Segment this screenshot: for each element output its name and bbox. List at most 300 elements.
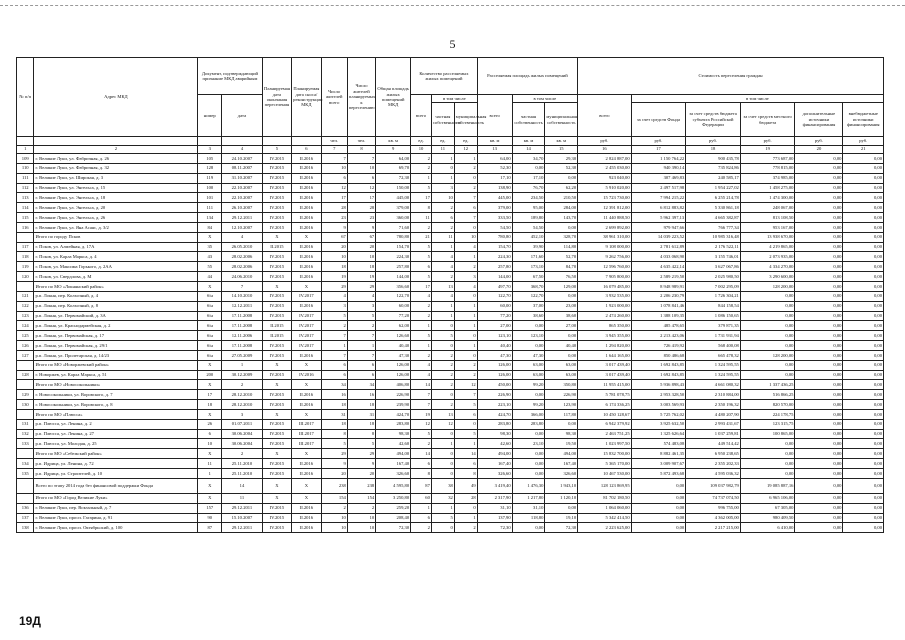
- table-cell: 0,00: [795, 311, 843, 321]
- table-cell: 4 334 270,00: [740, 262, 795, 272]
- table-cell: 4: [321, 291, 347, 301]
- table-cell: 379,00: [376, 203, 411, 213]
- table-row: [17, 449, 884, 459]
- table-cell: 0,00: [795, 262, 843, 272]
- table-cell: 0,00: [843, 301, 884, 311]
- table-cell: 16 079 485,00: [578, 281, 632, 291]
- table-cell: 17: [347, 193, 375, 203]
- table-cell: 0,00: [795, 281, 843, 291]
- table-cell: 326,60: [477, 469, 512, 479]
- table-cell: X: [198, 360, 222, 370]
- table-cell: 12.12.2011: [222, 301, 262, 311]
- table-cell: 2 206 230,79: [631, 291, 686, 301]
- table-cell: 0,00: [740, 449, 795, 459]
- table-cell: 0,00: [843, 311, 884, 321]
- header-cost-region: за счет средств бюджета субъекта Российской Федерации: [686, 103, 741, 137]
- table-cell: 119: [17, 262, 34, 272]
- table-cell: кв. м: [477, 137, 512, 146]
- table-cell: 22.10.2007: [222, 193, 262, 203]
- table-cell: 1: [222, 360, 262, 370]
- table-cell: 1: [431, 439, 454, 449]
- table-cell: 128 200,00: [740, 281, 795, 291]
- table-cell: Итого по МО «Новоржевский район»: [34, 360, 198, 370]
- table-cell: II.2016: [292, 400, 321, 410]
- table-cell: II.2016: [292, 173, 321, 183]
- table-cell: X: [262, 232, 291, 242]
- table-cell: 118: [17, 252, 34, 262]
- table-cell: 7: [222, 281, 262, 291]
- table-cell: 130: [17, 400, 34, 410]
- table-row: [17, 163, 884, 173]
- table-cell: 0,00: [843, 232, 884, 242]
- table-cell: 17: [411, 193, 432, 203]
- table-cell: 497,70: [477, 281, 512, 291]
- table-cell: 11: [198, 459, 222, 469]
- table-cell: 24.06.2010: [222, 272, 262, 282]
- table-cell: 326,60: [545, 469, 578, 479]
- table-cell: 10 450 128,67: [578, 409, 632, 419]
- table-cell: 5 365 170,00: [578, 459, 632, 469]
- table-row: [17, 390, 884, 400]
- table-cell: 485 478,65: [631, 321, 686, 331]
- table-cell: [17, 232, 34, 242]
- table-cell: 0,00: [843, 173, 884, 183]
- table-cell: 7: [321, 331, 347, 341]
- table-cell: 14: [454, 449, 477, 459]
- table-cell: 20: [321, 242, 347, 252]
- table-cell: 3: [198, 145, 222, 154]
- table-cell: 154: [347, 493, 375, 503]
- table-cell: 114: [17, 203, 34, 213]
- table-cell: 248 067,00: [740, 203, 795, 213]
- table-row: [17, 213, 884, 223]
- table-cell: 54,50: [512, 222, 545, 232]
- table-cell: 2 953 328,50: [631, 390, 686, 400]
- table-cell: 98,30: [477, 429, 512, 439]
- table-cell: 7: [347, 331, 375, 341]
- table-cell: X: [292, 449, 321, 459]
- table-cell: 0,00: [795, 272, 843, 282]
- table-cell: р.п. Идрица, ул. Строителей, д. 10: [34, 469, 198, 479]
- table-cell: 62,00: [376, 321, 411, 331]
- table-cell: 1 217,80: [512, 493, 545, 503]
- table-cell: 2 824 887,00: [578, 154, 632, 164]
- table-cell: 0,00: [512, 321, 545, 331]
- table-cell: 54,50: [477, 222, 512, 232]
- table-cell: 5: [411, 252, 432, 262]
- table-cell: 2 993 431,67: [686, 419, 741, 429]
- table-cell: 5 936 898,43: [631, 380, 686, 390]
- table-cell: 2: [411, 311, 432, 321]
- table-row: [17, 173, 884, 183]
- table-cell: 123: [17, 311, 34, 321]
- header-area-municipal: муниципальная собственность: [545, 103, 578, 137]
- table-body: [17, 137, 884, 533]
- table-cell: 99,20: [512, 400, 545, 410]
- table-cell: 726 419,92: [631, 341, 686, 351]
- table-cell: IV.2015: [262, 350, 291, 360]
- table-cell: IV.2017: [292, 291, 321, 301]
- table-cell: 11: [431, 232, 454, 242]
- table-cell: 5: [411, 242, 432, 252]
- table-cell: 6 942 379,92: [578, 419, 632, 429]
- table-cell: 1: [431, 173, 454, 183]
- table-cell: 2: [347, 503, 375, 513]
- table-cell: 0,00: [631, 493, 686, 503]
- table-cell: X: [262, 449, 291, 459]
- table-cell: X: [292, 409, 321, 419]
- table-cell: 1 726 304,21: [686, 291, 741, 301]
- table-cell: 6 174 336,25: [578, 400, 632, 410]
- table-cell: 0,00: [843, 370, 884, 380]
- table-cell: кв. м: [545, 137, 578, 146]
- table-cell: 5 962 397,13: [631, 213, 686, 223]
- table-cell: 0,00: [843, 272, 884, 282]
- table-cell: 0,00: [843, 429, 884, 439]
- table-cell: 0,00: [843, 193, 884, 203]
- table-row: [17, 232, 884, 242]
- table-cell: 3 003 569,93: [631, 400, 686, 410]
- table-cell: 844 158,54: [686, 301, 741, 311]
- table-cell: 6: [411, 459, 432, 469]
- table-cell: 01.07.2011: [222, 419, 262, 429]
- table-cell: р.п. Локня, ул. Первомайская, д. 29/1: [34, 341, 198, 351]
- header-cost-unfinanced: внебюджетные источники финансирования: [843, 103, 884, 137]
- resettlement-table: [16, 57, 884, 533]
- table-cell: 0,00: [545, 419, 578, 429]
- table-cell: 0,00: [843, 439, 884, 449]
- table-cell: 12: [431, 419, 454, 429]
- table-cell: 8: [454, 469, 477, 479]
- table-row: [17, 400, 884, 410]
- table-cell: 81 702 180,50: [578, 493, 632, 503]
- table-cell: II.2015: [262, 321, 291, 331]
- table-cell: 8: [321, 429, 347, 439]
- table-cell: IV.2015: [262, 252, 291, 262]
- table-cell: 12 596 760,00: [578, 262, 632, 272]
- table-cell: Итого по МО «Локнянский район»: [34, 281, 198, 291]
- table-cell: 115: [17, 213, 34, 223]
- table-cell: 21: [411, 232, 432, 242]
- table-cell: 20: [347, 242, 375, 252]
- table-cell: 0,00: [795, 350, 843, 360]
- table-cell: 144,00: [376, 272, 411, 282]
- table-cell: 19: [321, 272, 347, 282]
- table-cell: 223,10: [477, 400, 512, 410]
- table-cell: 154: [321, 493, 347, 503]
- table-cell: 18: [347, 419, 375, 429]
- table-cell: 8: [347, 429, 375, 439]
- table-cell: III.2017: [292, 439, 321, 449]
- table-cell: 31: [321, 409, 347, 419]
- table-cell: 122,70: [512, 291, 545, 301]
- table-cell: 210,50: [545, 193, 578, 203]
- table-cell: 34: [347, 380, 375, 390]
- table-cell: 19: [740, 145, 795, 154]
- table-cell: 0,00: [843, 331, 884, 341]
- table-cell: 374 985,00: [740, 173, 795, 183]
- table-cell: 6: [411, 262, 432, 272]
- table-cell: 0,00: [843, 213, 884, 223]
- table-cell: IV.2015: [262, 262, 291, 272]
- table-cell: 5: [431, 331, 454, 341]
- table-cell: 67: [321, 232, 347, 242]
- table-cell: 10: [347, 163, 375, 173]
- table-cell: 20: [321, 469, 347, 479]
- table-cell: III.2017: [292, 419, 321, 429]
- table-cell: р.п. Локня, ул. Пролетарская, д. 14/23: [34, 350, 198, 360]
- table-cell: X: [292, 478, 321, 493]
- table-row: [17, 360, 884, 370]
- table-cell: 126: [17, 341, 34, 351]
- table-cell: 129: [17, 390, 34, 400]
- table-cell: 87: [198, 523, 222, 533]
- table-cell: 10 985 316,48: [686, 232, 741, 242]
- units-row: [17, 137, 884, 146]
- table-cell: 2 213 423,06: [631, 331, 686, 341]
- table-cell: 52,70: [545, 252, 578, 262]
- table-cell: 0,00: [843, 449, 884, 459]
- table-cell: 2 025 980,50: [686, 272, 741, 282]
- table-cell: 0,00: [631, 513, 686, 523]
- table-cell: 224,30: [477, 252, 512, 262]
- header-rooms-total: всего: [411, 95, 432, 137]
- table-cell: г. Псков, ул. Максима Горького, д. 2АА: [34, 262, 198, 272]
- table-cell: IV.2015: [262, 311, 291, 321]
- table-cell: 126,00: [477, 370, 512, 380]
- table-cell: 0,00: [843, 513, 884, 523]
- table-cell: IV.2017: [292, 311, 321, 321]
- table-cell: 71,60: [376, 222, 411, 232]
- table-cell: 980 409,50: [740, 513, 795, 523]
- table-cell: 0,00: [545, 173, 578, 183]
- table-cell: 0,00: [795, 222, 843, 232]
- table-cell: 226,90: [376, 390, 411, 400]
- table-cell: 0: [431, 459, 454, 469]
- table-cell: 29: [321, 449, 347, 459]
- table-cell: 2 474 260,00: [578, 311, 632, 321]
- table-cell: 238: [347, 478, 375, 493]
- table-cell: 0,00: [843, 154, 884, 164]
- header-rooms-private: частная собственность: [431, 103, 454, 137]
- table-cell: 0,00: [843, 242, 884, 252]
- table-cell: 119: [198, 173, 222, 183]
- table-cell: 16: [347, 390, 375, 400]
- table-cell: 123,90: [545, 400, 578, 410]
- header-doc-num: номер: [198, 95, 222, 137]
- table-cell: 0: [431, 341, 454, 351]
- table-cell: 6: [292, 145, 321, 154]
- table-cell: 6: [198, 429, 222, 439]
- table-cell: 42,60: [376, 439, 411, 449]
- table-cell: 1: [411, 341, 432, 351]
- table-cell: 406,80: [376, 380, 411, 390]
- table-cell: IV.2015: [262, 291, 291, 301]
- table-row: [17, 419, 884, 429]
- table-cell: 23,10: [512, 439, 545, 449]
- table-cell: 1 023 997,50: [578, 439, 632, 449]
- table-cell: 38 961 310,00: [578, 232, 632, 242]
- table-cell: 47,30: [512, 350, 545, 360]
- table-cell: г. Новосокольники, ул. Воровского, д. 7: [34, 390, 198, 400]
- table-cell: 0,00: [795, 193, 843, 203]
- table-cell: 7: [454, 213, 477, 223]
- table-cell: кв. м: [512, 137, 545, 146]
- table-cell: 7: [347, 350, 375, 360]
- table-row: [17, 281, 884, 291]
- table-row: [17, 370, 884, 380]
- table-cell: IV.2016: [292, 370, 321, 380]
- table-row: [17, 154, 884, 164]
- table-cell: 173,10: [512, 262, 545, 272]
- table-cell: IV.2015: [262, 154, 291, 164]
- table-cell: 2: [454, 370, 477, 380]
- table-cell: 17,10: [477, 173, 512, 183]
- table-cell: X: [262, 493, 291, 503]
- table-cell: 67: [347, 232, 375, 242]
- table-cell: 0,00: [740, 439, 795, 449]
- table-cell: г. Великие Луки, ул. Энгельса, д. 20: [34, 203, 198, 213]
- table-cell: 2: [411, 222, 432, 232]
- table-cell: р.п. Локня, ул. Краснодармейская, д. 2: [34, 321, 198, 331]
- table-cell: IV.2015: [262, 163, 291, 173]
- table-cell: 128: [198, 163, 222, 173]
- table-cell: 32: [431, 493, 454, 503]
- table-cell: II.2016: [292, 193, 321, 203]
- table-cell: б/н: [198, 350, 222, 360]
- table-cell: 7: [321, 145, 347, 154]
- table-cell: 6: [454, 459, 477, 469]
- table-cell: X: [262, 409, 291, 419]
- table-cell: 123,10: [477, 331, 512, 341]
- table-cell: 11 955 415,00: [578, 380, 632, 390]
- table-cell: 0,00: [843, 183, 884, 193]
- table-cell: X: [292, 493, 321, 503]
- table-cell: 135: [17, 469, 34, 479]
- table-cell: IV.2015: [262, 370, 291, 380]
- table-cell: 29: [347, 449, 375, 459]
- table-cell: 123,10: [512, 331, 545, 341]
- table-cell: р.п. Локня, пер. Колхозный, д. 8: [34, 301, 198, 311]
- table-cell: 30.06.2004: [222, 439, 262, 449]
- table-cell: IV.2015: [262, 301, 291, 311]
- table-cell: 1 037 259,81: [686, 429, 741, 439]
- table-cell: 2: [431, 400, 454, 410]
- table-cell: 0,00: [795, 449, 843, 459]
- table-cell: 26: [198, 419, 222, 429]
- table-cell: г. Великие Луки, ул. Фабричная, д. 26: [34, 154, 198, 164]
- table-cell: 6: [454, 409, 477, 419]
- table-cell: II.2016: [292, 262, 321, 272]
- table-cell: 84,70: [545, 262, 578, 272]
- table-cell: 20: [347, 469, 375, 479]
- table-cell: 0,00: [631, 503, 686, 513]
- table-cell: 128 123 869,95: [578, 478, 632, 493]
- table-cell: 6: [411, 513, 432, 523]
- table-cell: [17, 281, 34, 291]
- table-cell: [262, 137, 291, 146]
- table-cell: 7: [321, 154, 347, 164]
- table-cell: 126,60: [376, 331, 411, 341]
- table-cell: 31: [347, 409, 375, 419]
- table-cell: 87: [411, 478, 432, 493]
- table-cell: р.п. Локня, ул. Первомайский, д. 3А: [34, 311, 198, 321]
- table-cell: 4 665 382,87: [686, 213, 741, 223]
- table-cell: 72,30: [376, 523, 411, 533]
- table-cell: 10: [321, 523, 347, 533]
- table-cell: 0,00: [795, 493, 843, 503]
- table-cell: 20: [795, 145, 843, 154]
- table-cell: р.п. Плюсса, ул. Молодая, д. 25: [34, 439, 198, 449]
- table-cell: 40,40: [477, 341, 512, 351]
- table-cell: 2: [431, 360, 454, 370]
- table-cell: IV.2015: [262, 513, 291, 523]
- table-cell: 257,80: [376, 262, 411, 272]
- table-cell: 9: [347, 222, 375, 232]
- table-cell: 16: [578, 145, 632, 154]
- table-cell: 114,80: [545, 242, 578, 252]
- table-cell: 333,50: [477, 213, 512, 223]
- table-cell: 0,00: [512, 163, 545, 173]
- table-cell: 4: [411, 370, 432, 380]
- table-cell: 259,20: [376, 503, 411, 513]
- table-cell: X: [198, 380, 222, 390]
- table-cell: 3 250,80: [376, 493, 411, 503]
- table-cell: 14: [411, 380, 432, 390]
- table-cell: 74 737 074,50: [686, 493, 741, 503]
- table-cell: 0: [431, 163, 454, 173]
- table-cell: 111: [198, 203, 222, 213]
- table-cell: б/н: [198, 331, 222, 341]
- table-cell: 10: [411, 145, 432, 154]
- table-cell: II.2015: [262, 331, 291, 341]
- table-cell: 128: [17, 370, 34, 380]
- table-cell: 101: [198, 193, 222, 203]
- table-cell: руб.: [578, 137, 632, 146]
- table-cell: 0,00: [843, 222, 884, 232]
- table-cell: IV.2015: [262, 503, 291, 513]
- table-cell: 1 064 060,00: [578, 503, 632, 513]
- table-cell: X: [262, 478, 291, 493]
- table-cell: 1: [454, 321, 477, 331]
- table-cell: II.2016: [292, 459, 321, 469]
- table-cell: 63,00: [545, 360, 578, 370]
- table-cell: 12: [347, 183, 375, 193]
- table-cell: II.2016: [292, 222, 321, 232]
- table-cell: 8 948 989,91: [631, 281, 686, 291]
- table-cell: 5 910 020,00: [578, 183, 632, 193]
- table-cell: 1: [431, 242, 454, 252]
- table-cell: 43: [198, 252, 222, 262]
- table-cell: 2 176 522,11: [686, 242, 741, 252]
- table-cell: 379 871,35: [686, 321, 741, 331]
- table-cell: 2 699 892,00: [578, 222, 632, 232]
- table-cell: Итого по МО «Плюсса»: [34, 409, 198, 419]
- table-cell: X: [292, 232, 321, 242]
- table-cell: 29: [347, 281, 375, 291]
- table-cell: 4 480 207,90: [686, 409, 741, 419]
- table-cell: 0,00: [795, 321, 843, 331]
- table-cell: 0,00: [512, 390, 545, 400]
- table-cell: г. Великие Луки, просп. Гагарина, д. 91: [34, 513, 198, 523]
- table-cell: 6 255 214,78: [686, 193, 741, 203]
- table-cell: 4 635 422,14: [631, 262, 686, 272]
- table-cell: чел.: [347, 137, 375, 146]
- header-cost-extra: дополнительные источники финансирования: [795, 103, 843, 137]
- table-cell: 63,00: [512, 370, 545, 380]
- table-cell: 126,00: [477, 360, 512, 370]
- table-cell: 2: [222, 380, 262, 390]
